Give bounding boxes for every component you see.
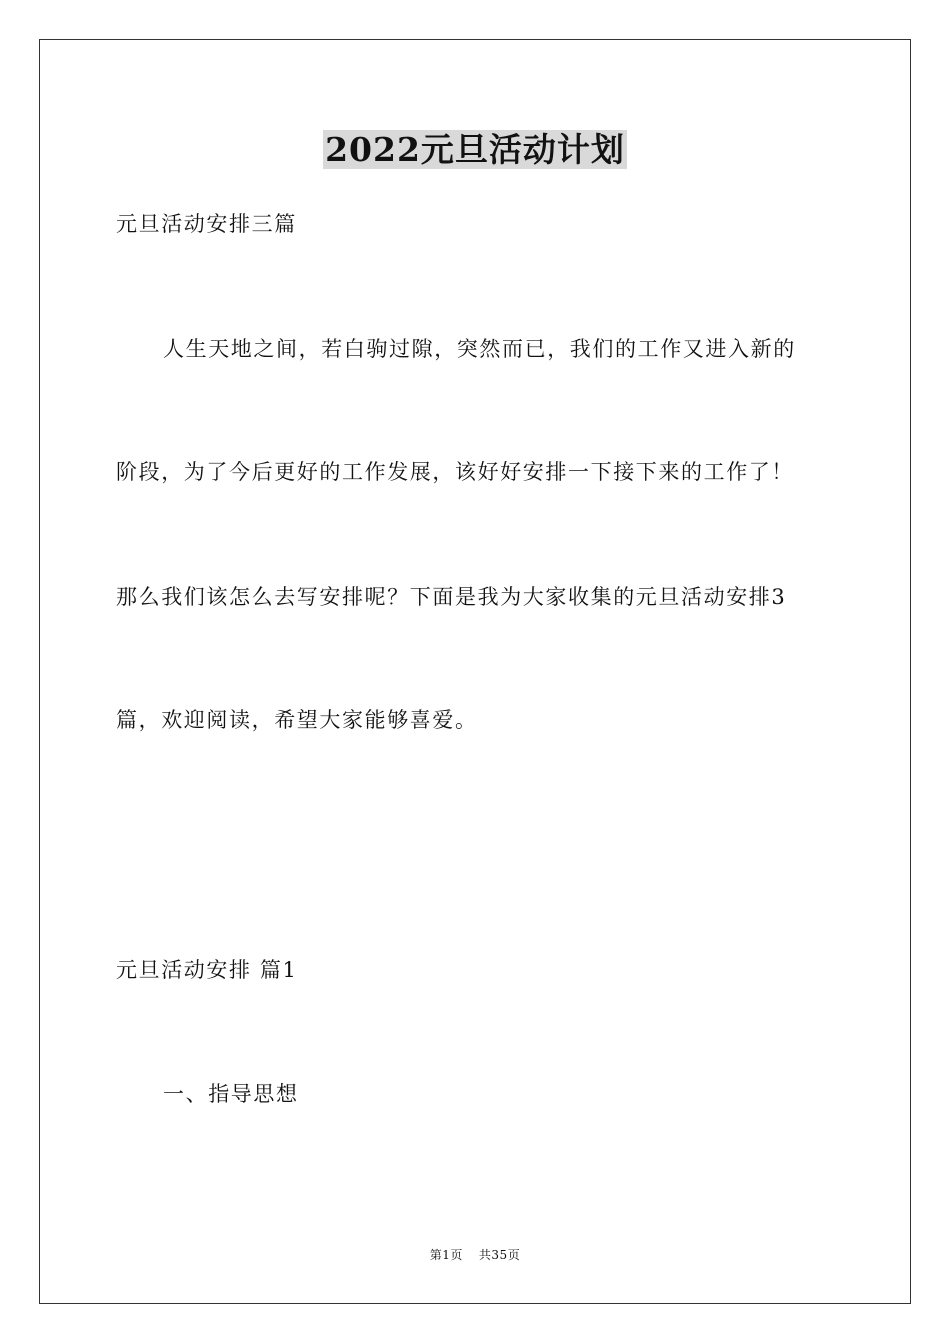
intro-line-1: 人生天地之间，若白驹过隙，突然而已，我们的工作又进入新的 — [163, 337, 796, 361]
subsection-heading: 一、指导思想 — [163, 1082, 299, 1106]
document-title-text: 2022元旦活动计划 — [325, 130, 625, 169]
total-pages: 共35页 — [478, 1248, 521, 1262]
document-title — [0, 128, 950, 172]
intro-line-4: 篇，欢迎阅读，希望大家能够喜爱。 — [116, 708, 478, 732]
section-heading: 元旦活动安排 篇1 — [116, 958, 298, 982]
page-number: 第1页 — [429, 1248, 463, 1262]
document-subtitle: 元旦活动安排三篇 — [116, 212, 297, 236]
page-footer — [0, 1246, 950, 1264]
intro-line-2: 阶段，为了今后更好的工作发展，该好好安排一下接下来的工作了！ — [116, 460, 794, 484]
intro-line-3: 那么我们该怎么去写安排呢？下面是我为大家收集的元旦活动安排3 — [116, 585, 787, 609]
